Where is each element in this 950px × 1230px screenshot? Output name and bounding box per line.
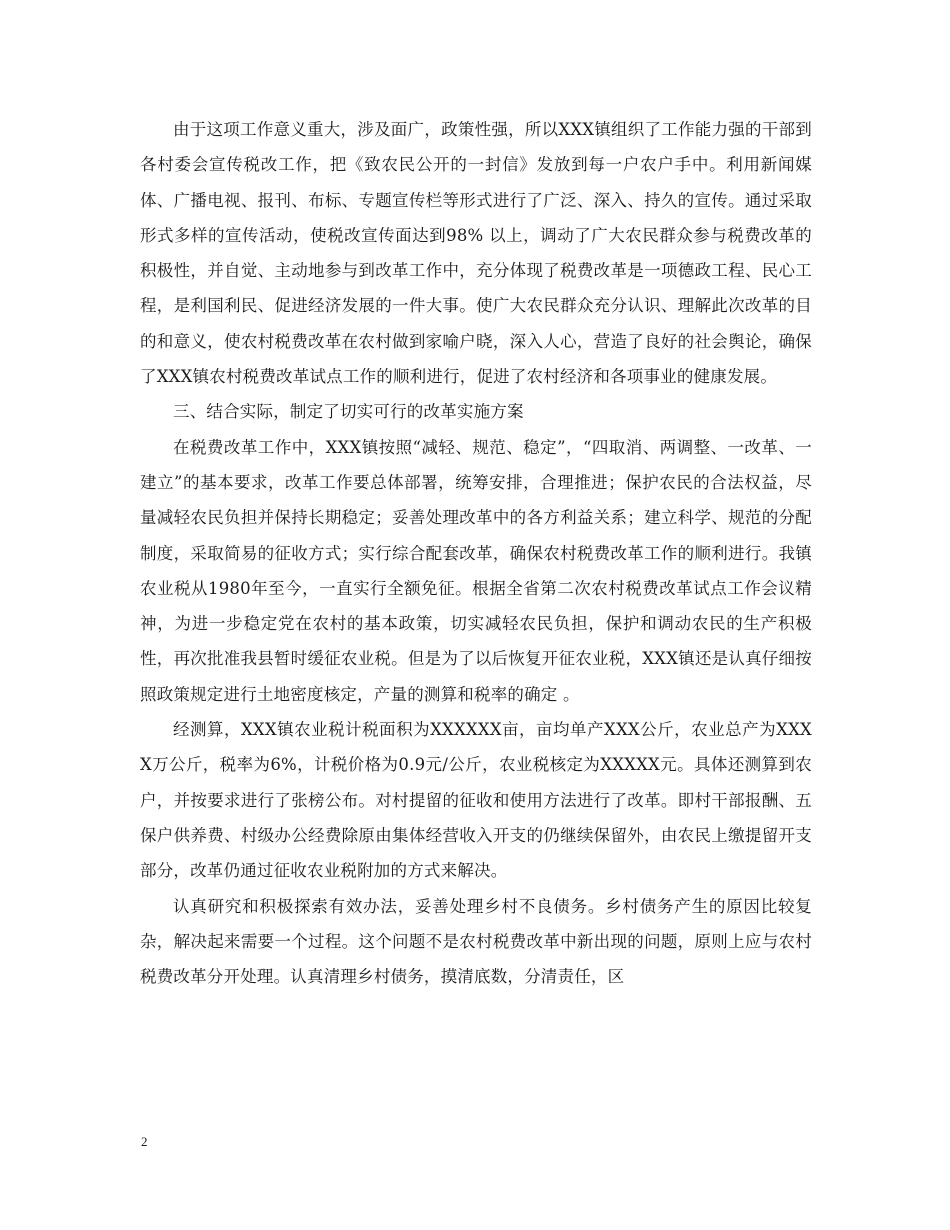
paragraph-village-debt: 认真研究和积极探索有效办法，妥善处理乡村不良债务。乡村债务产生的原因比较复杂，解决起来需要一个过程。这个问题不是农村税费改革中新出现的问题，原则上应与农村税费改革分开处理。认真清理乡村债务，摸清底数，分清责任，区 <box>140 896 812 987</box>
paragraph-tax-calculation: 经测算，XXX镇农业税计税面积为XXXXXX亩，亩均单产XXX公斤，农业总产为XXXX万公斤，税率为6%，计税价格为0.9元/公斤，农业税核定为XXXXX元。具体还测算到农户，并按要求进行了张榜公布。对村提留的征收和使用方法进行了改革。即村干部报酬、五保户供养费、村级办公经费除原由集体经营收入开支的仍继续保留外，由农民上缴提留开支部分，改革仍通过征收农业税附加的方式来解决。 <box>140 720 812 881</box>
document-body <box>140 112 812 994</box>
section-heading-implementation-plan: 三、结合实际，制定了切实可行的改革实施方案 <box>173 402 524 422</box>
paragraph-publicity: 由于这项工作意义重大，涉及面广，政策性强，所以XXX镇组织了工作能力强的干部到各村委会宣传税改工作，把《致农民公开的一封信》发放到每一户农户手中。利用新闻媒体、广播电视、报刊、布标、专题宣传栏等形式进行了广泛、深入、持久的宣传。通过采取形式多样的宣传活动，使税改宣传面达到98% 以上，调动了广大农民群众参与税费改革的积极性，并自觉、主动地参与到改革工作中，充分体现了税费改革是一项德政工程、民心工程，是利国利民、促进经济发展的一件大事。使广大农民群众充分认识、理解此次改革的目的和意义，使农村税费改革在农村做到家喻户晓，深入人心，营造了良好的社会舆论，确保了XXX镇农村税费改革试点工作的顺利进行，促进了农村经济和各项事业的健康发展。 <box>140 120 812 387</box>
page-number: 2 <box>141 1134 148 1149</box>
paragraph-reform-requirements: 在税费改革工作中，XXX镇按照“减轻、规范、稳定”，“四取消、两调整、一改革、一建立”的基本要求，改革工作要总体部署，统筹安排，合理推进；保护农民的合法权益，尽量减轻农民负担并保持长期稳定；妥善处理改革中的各方利益关系；建立科学、规范的分配制度，采取简易的征收方式；实行综合配套改革，确保农村税费改革工作的顺利进行。我镇农业税从1980年至今，一直实行全额免征。根据全省第二次农村税费改革试点工作会议精神，为进一步稳定党在农村的基本政策，切实减轻农民负担，保护和调动农民的生产积极性，再次批准我县暂时缓征农业税。但是为了以后恢复开征农业税，XXX镇还是认真仔细按照政策规定进行土地密度核定，产量的测算和税率的确定 。 <box>140 437 812 704</box>
